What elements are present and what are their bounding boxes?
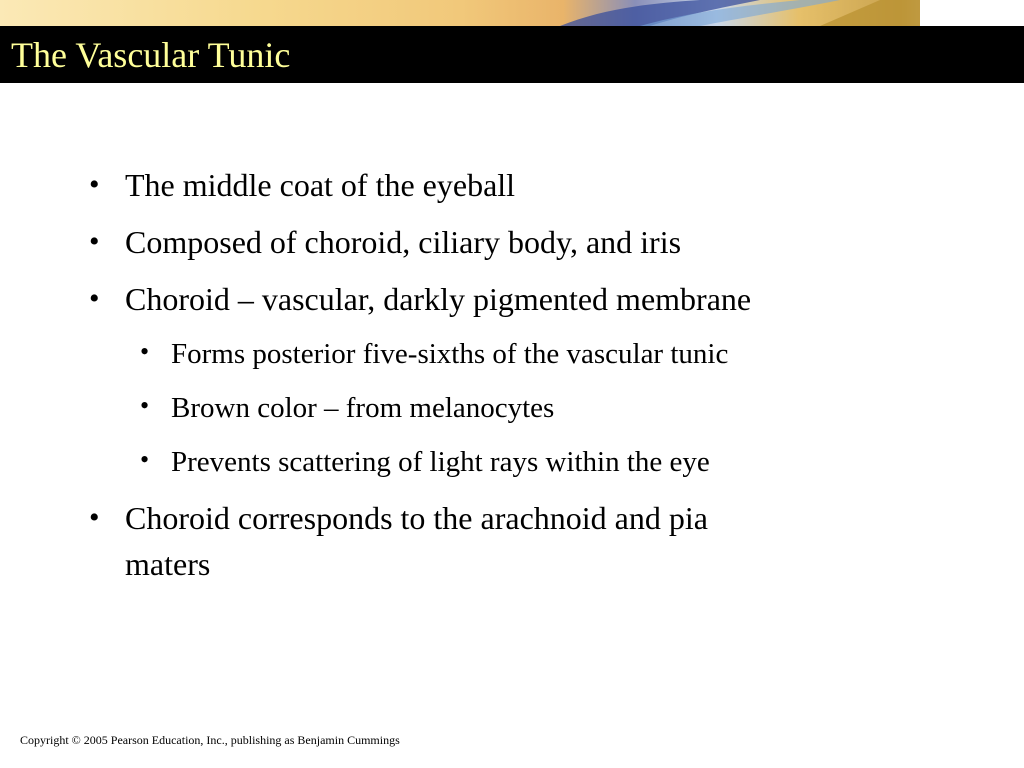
copyright-notice: Copyright © 2005 Pearson Education, Inc., publishing as Benjamin Cummings: [20, 733, 400, 747]
bullet-text: Choroid corresponds to the arachnoid and pia: [125, 500, 708, 536]
bullet-icon: •: [89, 501, 100, 534]
bullet-icon: •: [89, 168, 100, 201]
slide-title: The Vascular Tunic: [11, 35, 291, 75]
bullet-icon: •: [89, 225, 100, 258]
bullet-text: Composed of choroid, ciliary body, and iris: [125, 224, 682, 260]
bullet-icon: •: [140, 337, 150, 366]
bullet-text: Choroid – vascular, darkly pigmented membrane: [125, 281, 752, 317]
sub-bullet-text: Prevents scattering of light rays within the eye: [171, 446, 710, 478]
bullet-icon: •: [140, 445, 150, 474]
bullet-icon: •: [140, 391, 150, 420]
bullet-text: The middle coat of the eyeball: [125, 167, 516, 203]
bullet-icon: •: [89, 282, 100, 315]
sub-bullet-text: Forms posterior five-sixths of the vascular tunic: [171, 338, 729, 370]
sub-bullet-text: Brown color – from melanocytes: [171, 392, 555, 424]
bullet-text-continuation: maters: [125, 546, 211, 582]
